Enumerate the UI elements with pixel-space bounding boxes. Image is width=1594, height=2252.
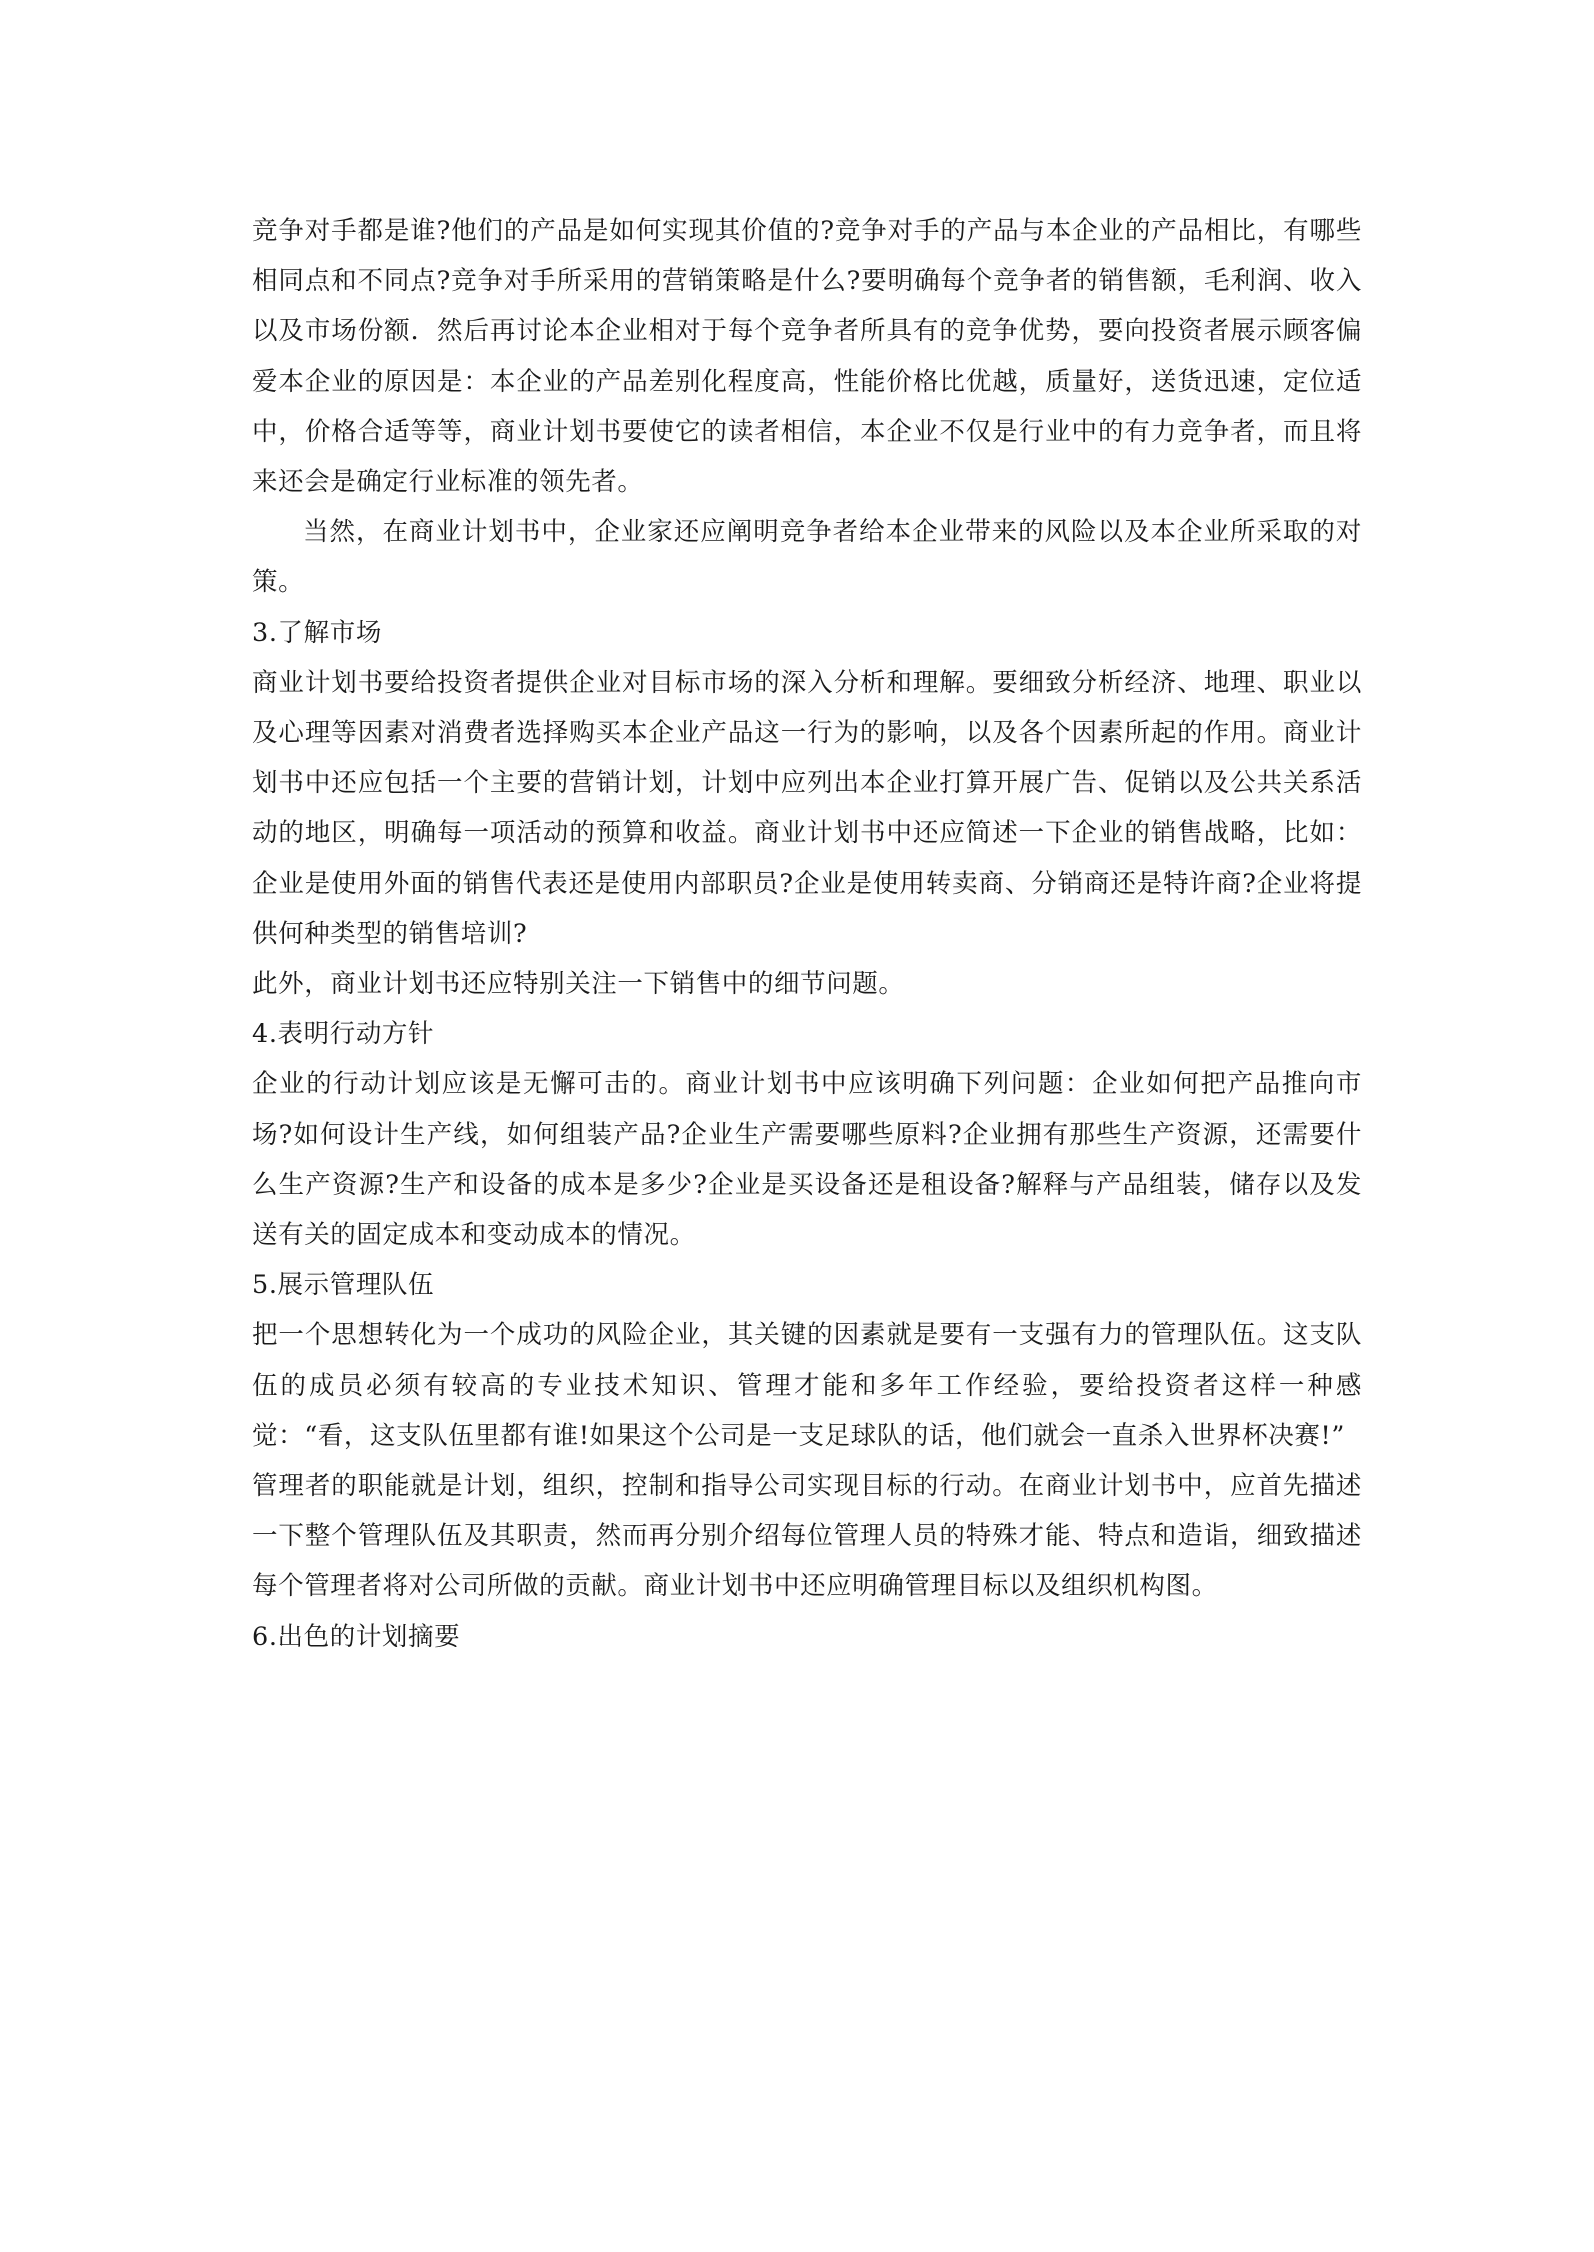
section-heading-understand-market: 3.了解市场: [252, 617, 382, 648]
section-heading-plan-summary: 6.出色的计划摘要: [252, 1621, 461, 1652]
paragraph-competitors: 竞争对手都是谁?他们的产品是如何实现其价值的?竞争对手的产品与本企业的产品相比，有哪些相同点和不同点?竞争对手所采用的营销策略是什么?要明确每个竞争者的销售额，毛利润、收入以及市场份额．然后再讨论本企业相对于每个竞争者所具有的竞争优势，要向投资者展示顾客偏爱本企业的原因是：本企业的产品差别化程度高，性能价格比优越，质量好，送货迅速，定位适中，价格合适等等，商业计划书要使它的读者相信，本企业不仅是行业中的有力竞争者，而且将来还会是确定行业标准的领先者。: [252, 216, 1362, 498]
paragraph-manager-functions: 管理者的职能就是计划，组织，控制和指导公司实现目标的行动。在商业计划书中，应首先描述一下整个管理队伍及其职责，然而再分别介绍每位管理人员的特殊才能、特点和造诣，细致描述每个管理者将对公司所做的贡献。商业计划书中还应明确管理目标以及组织机构图。: [252, 1471, 1362, 1602]
paragraph-competitor-risks: 当然，在商业计划书中，企业家还应阐明竞争者给本企业带来的风险以及本企业所采取的对策。: [252, 517, 1362, 598]
document-body: [252, 206, 1362, 1662]
section-heading-management-team: 5.展示管理队伍: [252, 1270, 435, 1301]
paragraph-action-plan: 企业的行动计划应该是无懈可击的。商业计划书中应该明确下列问题：企业如何把产品推向市场?如何设计生产线，如何组装产品?企业生产需要哪些原料?企业拥有那些生产资源，还需要什么生产资源?生产和设备的成本是多少?企业是买设备还是租设备?解释与产品组装，储存以及发送有关的固定成本和变动成本的情况。: [252, 1069, 1362, 1251]
paragraph-market-analysis: 商业计划书要给投资者提供企业对目标市场的深入分析和理解。要细致分析经济、地理、职业以及心理等因素对消费者选择购买本企业产品这一行为的影响，以及各个因素所起的作用。商业计划书中还应包括一个主要的营销计划，计划中应列出本企业打算开展广告、促销以及公共关系活动的地区，明确每一项活动的预算和收益。商业计划书中还应简述一下企业的销售战略，比如：企业是使用外面的销售代表还是使用内部职员?企业是使用转卖商、分销商还是特许商?企业将提供何种类型的销售培训?: [252, 667, 1362, 949]
paragraph-management-team: 把一个思想转化为一个成功的风险企业，其关键的因素就是要有一支强有力的管理队伍。这支队伍的成员必须有较高的专业技术知识、管理才能和多年工作经验，要给投资者这样一种感觉：“看，这支队伍里都有谁!如果这个公司是一支足球队的话，他们就会一直杀入世界杯决赛!”: [252, 1320, 1362, 1451]
section-heading-action-plan: 4.表明行动方针: [252, 1019, 435, 1050]
paragraph-sales-details: 此外，商业计划书还应特别关注一下销售中的细节问题。: [252, 969, 905, 1000]
